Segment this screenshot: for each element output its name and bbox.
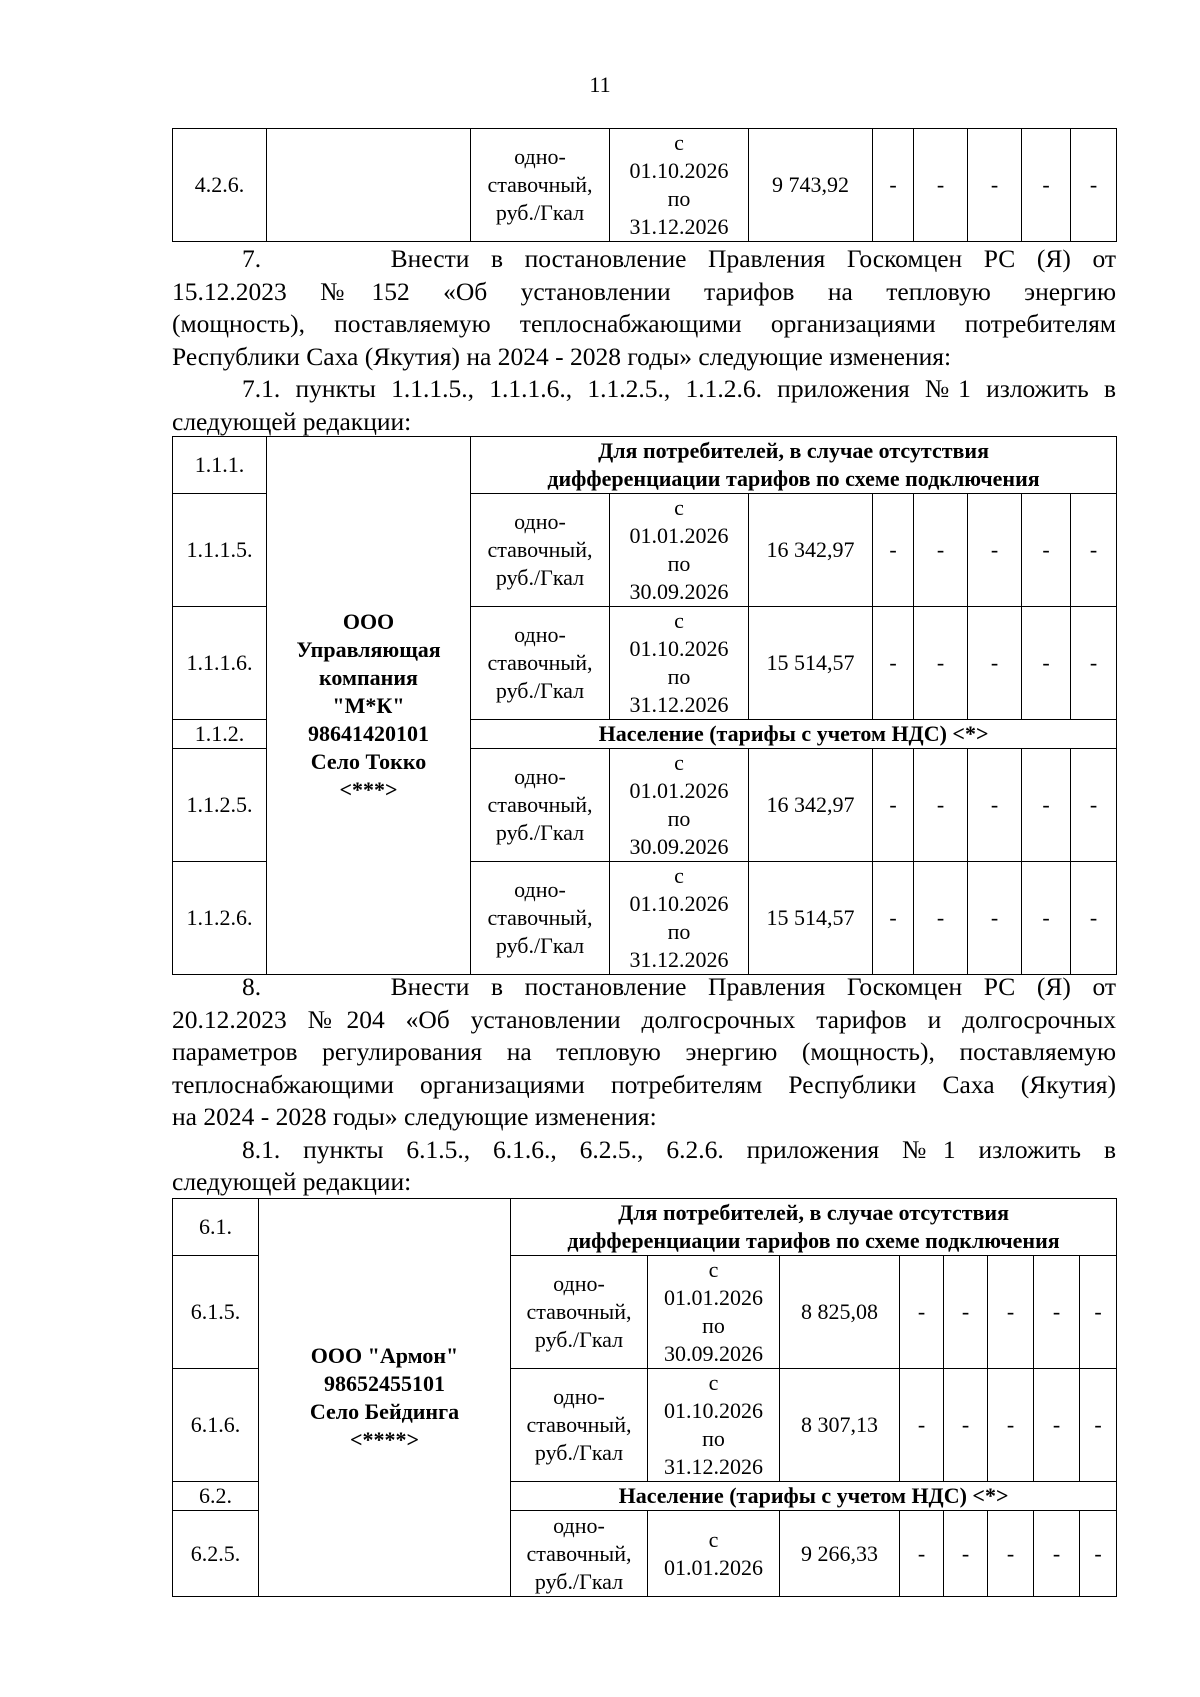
dash-cell: - [914,749,968,862]
tariff-value: 16 342,97 [749,494,873,607]
row-code: 1.1.2. [173,720,267,749]
dash-cell: - [944,1369,988,1482]
table-row [173,129,1117,242]
dash-cell: - [900,1256,944,1369]
dash-cell: - [873,129,914,242]
dash-cell: - [914,862,968,975]
tariff-type: одно- ставочный, руб./Гкал [511,1256,648,1369]
tariff-type: одно- ставочный, руб./Гкал [471,862,610,975]
text-line: 7.1. пункты 1.1.1.5., 1.1.1.6., 1.1.2.5., 1.1.2.6. приложения №1 изложить в [242,374,1116,403]
dash-cell: - [968,129,1022,242]
org-cell: ООО Управляющая компания "М*К" 98641420101 Село Токко <***> [267,437,471,975]
text-line: следующей редакции: [172,1167,412,1196]
org-cell: ООО "Армон" 98652455101 Село Бейдинга <****> [259,1199,511,1597]
dash-cell: - [1034,1511,1080,1597]
tariff-type: одно- ставочный, руб./Гкал [511,1511,648,1597]
dash-cell: - [873,862,914,975]
dash-cell: - [1022,862,1071,975]
text-line: 7. Внести в постановление Правления Госкомцен РС (Я) от [242,244,1116,273]
table-header-row [173,1199,1117,1256]
row-code: 1.1.1.5. [173,494,267,607]
dash-cell: - [900,1369,944,1482]
row-code: 6.1. [173,1199,259,1256]
text-line: (мощность), поставляемую теплоснабжающими организациями потребителям [172,309,1116,338]
tariff-period: с 01.01.2026 по 30.09.2026 [610,494,749,607]
dash-cell: - [873,607,914,720]
row-code: 6.1.5. [173,1256,259,1369]
row-code: 6.2. [173,1482,259,1511]
section-header: Население (тарифы с учетом НДС) <*> [511,1482,1117,1511]
table-header-row [173,437,1117,494]
tariff-period: с 01.10.2026 по 31.12.2026 [610,862,749,975]
text-line: следующей редакции: [172,406,412,436]
dash-cell: - [1071,862,1117,975]
tariff-value: 15 514,57 [749,607,873,720]
dash-cell: - [914,607,968,720]
dash-cell: - [968,862,1022,975]
dash-cell: - [1022,607,1071,720]
tariff-period: с 01.10.2026 по 31.12.2026 [648,1369,780,1482]
row-code: 1.1.1. [173,437,267,494]
tariff-type: одно- ставочный, руб./Гкал [471,749,610,862]
section-header: Население (тарифы с учетом НДС) <*> [471,720,1117,749]
row-code: 6.2.5. [173,1511,259,1597]
text-line: 8.1. пункты 6.1.5., 6.1.6., 6.2.5., 6.2.6. приложения №1 изложить в [242,1134,1116,1164]
tariff-type: одно- ставочный, руб./Гкал [471,129,610,242]
text-line: на 2024 - 2028 годы» следующие изменения: [172,1102,657,1131]
dash-cell: - [1071,129,1117,242]
page-number: 11 [589,72,611,97]
text-line: теплоснабжающими организациями потребителям Республики Саха (Якутия) [172,1069,1116,1099]
dash-cell: - [1080,1256,1117,1369]
dash-cell: - [873,494,914,607]
dash-cell: - [1080,1511,1117,1597]
dash-cell: - [914,129,968,242]
dash-cell: - [1022,494,1071,607]
dash-cell: - [1071,749,1117,862]
row-code: 4.2.6. [173,129,267,242]
tariff-value: 8 307,13 [780,1369,900,1482]
dash-cell: - [988,1511,1034,1597]
dash-cell: - [1034,1369,1080,1482]
row-code: 6.1.6. [173,1369,259,1482]
section-header: Для потребителей, в случае отсутствия дифференциации тарифов по схеме подключения [471,437,1117,494]
dash-cell: - [1071,607,1117,720]
tariff-period: с 01.01.2026 [648,1511,780,1597]
dash-cell: - [1071,494,1117,607]
tariff-period: с 01.01.2026 по 30.09.2026 [610,749,749,862]
dash-cell: - [944,1256,988,1369]
tariff-value: 8 825,08 [780,1256,900,1369]
text-line: Республики Саха (Якутия) на 2024 - 2028 годы» следующие изменения: [172,341,952,371]
tariff-table-3 [172,1198,1117,1597]
text-line: 20.12.2023 №204 «Об установлении долгосрочных тарифов и долгосрочных [172,1004,1116,1034]
tariff-type: одно- ставочный, руб./Гкал [511,1369,648,1482]
tariff-value: 9 266,33 [780,1511,900,1597]
text-line: 8. Внести в постановление Правления Госкомцен РС (Я) от [242,972,1116,1001]
dash-cell: - [968,607,1022,720]
dash-cell: - [873,749,914,862]
row-code: 1.1.1.6. [173,607,267,720]
dash-cell: - [968,494,1022,607]
dash-cell: - [1034,1256,1080,1369]
tariff-value: 16 342,97 [749,749,873,862]
paragraph-7 [172,243,1116,438]
row-code: 1.1.2.5. [173,749,267,862]
row-code: 1.1.2.6. [173,862,267,975]
dash-cell: - [988,1369,1034,1482]
tariff-value: 9 743,92 [749,129,873,242]
tariff-type: одно- ставочный, руб./Гкал [471,494,610,607]
dash-cell: - [944,1511,988,1597]
text-line: параметров регулирования на тепловую энергию (мощность), поставляемую [172,1037,1116,1066]
org-cell [267,129,471,242]
text-line: 15.12.2023 №152 «Об установлении тарифов на тепловую энергию [172,276,1116,306]
dash-cell: - [1080,1369,1117,1482]
tariff-period: с 01.10.2026 по 31.12.2026 [610,607,749,720]
dash-cell: - [1022,749,1071,862]
tariff-table-1 [172,128,1117,242]
dash-cell: - [1022,129,1071,242]
tariff-type: одно- ставочный, руб./Гкал [471,607,610,720]
tariff-table-2 [172,436,1117,975]
tariff-period: с 01.10.2026 по 31.12.2026 [610,129,749,242]
paragraph-8 [172,971,1116,1199]
dash-cell: - [988,1256,1034,1369]
dash-cell: - [968,749,1022,862]
tariff-value: 15 514,57 [749,862,873,975]
tariff-period: с 01.01.2026 по 30.09.2026 [648,1256,780,1369]
section-header: Для потребителей, в случае отсутствия дифференциации тарифов по схеме подключения [511,1199,1117,1256]
dash-cell: - [914,494,968,607]
dash-cell: - [900,1511,944,1597]
